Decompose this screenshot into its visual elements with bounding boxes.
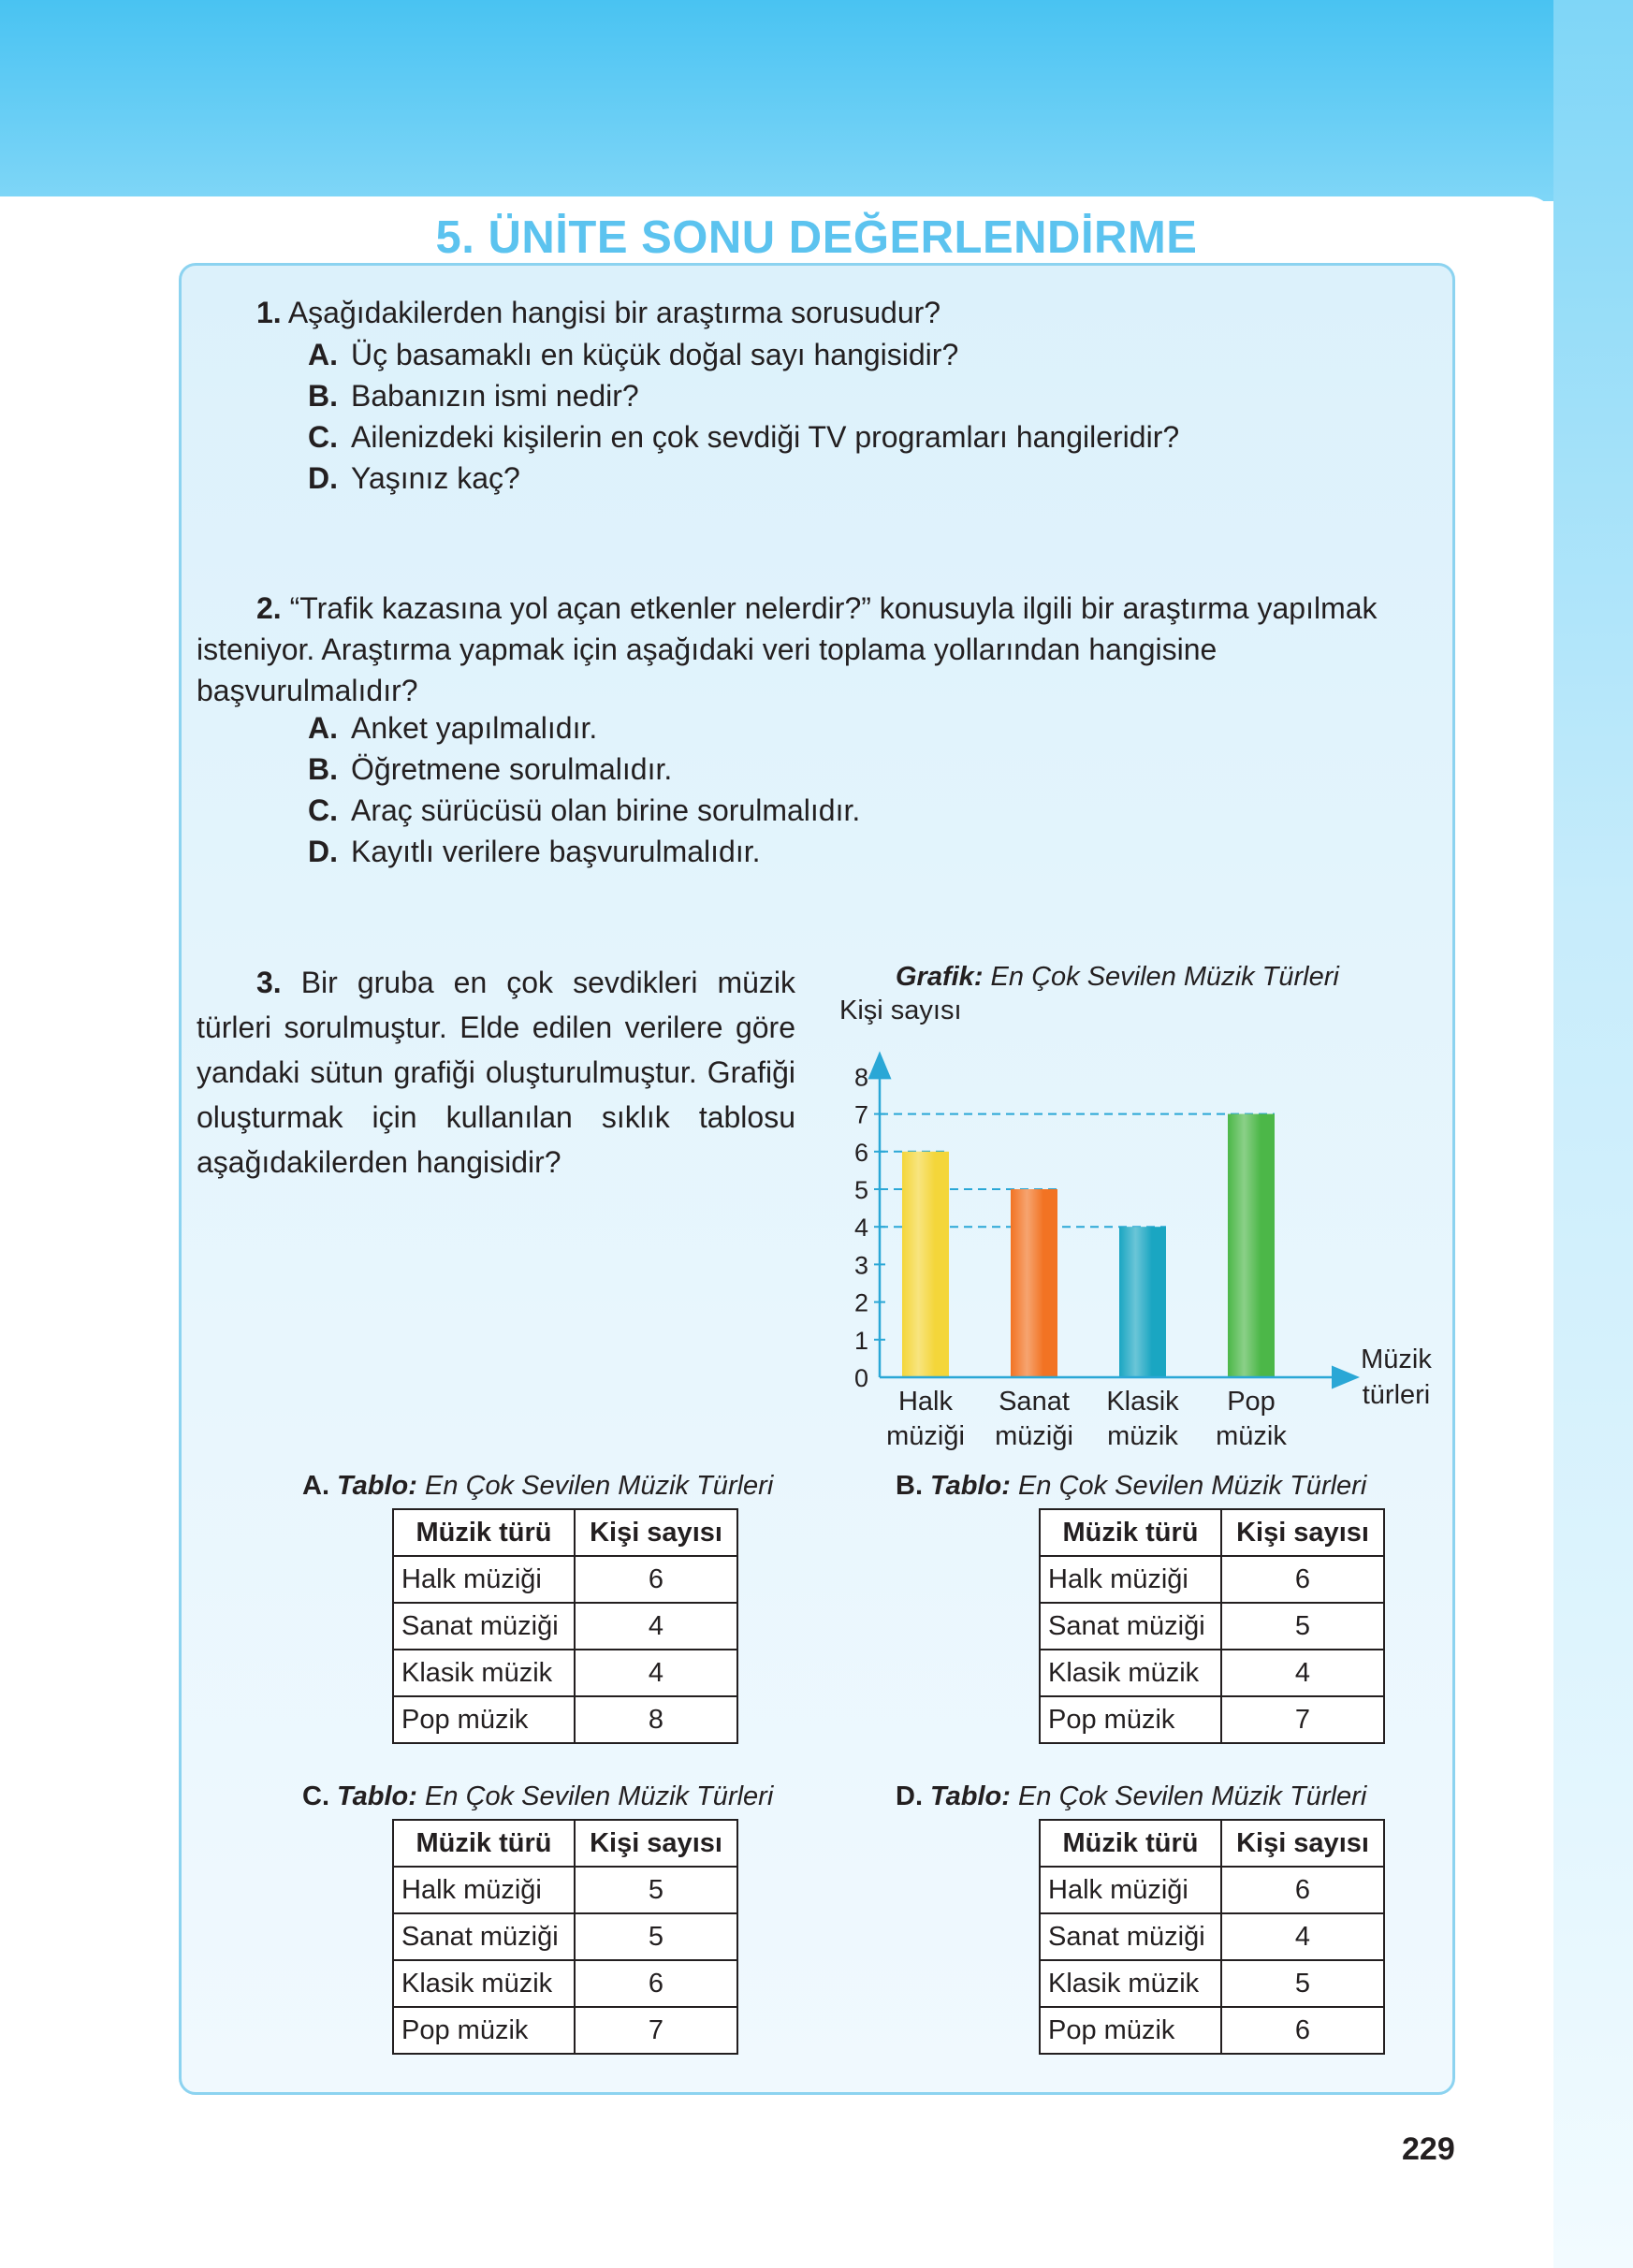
y-tick-label: 7 — [853, 1100, 868, 1129]
table-header: Müzik türü — [1040, 1509, 1221, 1556]
question-2-text: “Trafik kazasına yol açan etkenler nelerdir?” konusuyla ilgili bir araştırma yapılmak isteniyor. Araştırma yapmak için aşağıdaki veri toplama yollarından hangisine başvurulmalıdır? — [197, 591, 1378, 707]
question-3-text: Bir gruba en çok sevdikleri müzik türleri sorulmuştur. Elde edilen verilere göre yandaki sütun grafiği oluşturulmuştur. Grafiği oluşturmak için kullanılan sıklık tablosu aşağıdakilerden hangisidir? — [197, 966, 796, 1179]
y-tick-label: 4 — [853, 1214, 868, 1243]
x-axis-title: Müzik — [1361, 1345, 1432, 1374]
bar-chart — [814, 992, 1451, 1460]
right-color-band — [1553, 0, 1633, 2268]
question-2-option-a[interactable]: A. Anket yapılmalıdır. — [308, 711, 598, 745]
question-2 — [197, 588, 1437, 711]
page-number: 229 — [1402, 2131, 1455, 2167]
x-axis-title: türleri — [1362, 1380, 1431, 1410]
option-b-table[interactable] — [1039, 1508, 1385, 1744]
option-c-table[interactable] — [392, 1819, 738, 2055]
question-2-option-b[interactable]: B. Öğretmene sorulmalıdır. — [308, 752, 673, 786]
x-tick-label: müziği — [886, 1421, 965, 1451]
y-tick-label: 5 — [853, 1176, 868, 1204]
option-a-table[interactable] — [392, 1508, 738, 1744]
table-row: Klasik müzik 4 — [1040, 1650, 1384, 1696]
table-a-caption: A. Tablo: En Çok Sevilen Müzik Türleri — [302, 1471, 774, 1501]
x-tick-label: Halk — [897, 1387, 954, 1417]
bar-highlight — [1119, 1227, 1166, 1377]
question-3-number: 3. — [256, 966, 282, 999]
table-row: Halk müziği 5 — [393, 1867, 737, 1913]
table-header: Kişi sayısı — [1221, 1509, 1384, 1556]
chart-caption-title: En Çok Sevilen Müzik Türleri — [990, 962, 1339, 992]
table-header: Kişi sayısı — [1221, 1820, 1384, 1867]
table-row: Sanat müziği 5 — [393, 1913, 737, 1960]
question-1-option-c[interactable]: C. Ailenizdeki kişilerin en çok sevdiği TV programları hangileridir? — [308, 420, 1180, 454]
x-tick-label: Pop — [1227, 1387, 1276, 1417]
table-row: Halk müziği 6 — [1040, 1556, 1384, 1603]
table-row: Sanat müziği 5 — [1040, 1603, 1384, 1650]
question-2-option-d[interactable]: D. Kayıtlı verilere başvurulmalıdır. — [308, 835, 761, 868]
table-row: Halk müziği 6 — [1040, 1867, 1384, 1913]
table-row: Pop müzik 7 — [393, 2007, 737, 2054]
x-tick-label: müziği — [995, 1421, 1073, 1451]
question-2-option-c[interactable]: C. Araç sürücüsü olan birine sorulmalıdır. — [308, 793, 861, 827]
bar-highlight — [1011, 1189, 1057, 1377]
x-tick-label: Klasik — [1106, 1387, 1179, 1417]
table-header: Müzik türü — [393, 1509, 575, 1556]
table-c-caption: C. Tablo: En Çok Sevilen Müzik Türleri — [302, 1781, 774, 1811]
chart-caption — [896, 962, 1339, 993]
table-row: Klasik müzik 4 — [393, 1650, 737, 1696]
question-1-number: 1. — [256, 296, 282, 329]
top-color-band — [0, 0, 1633, 201]
table-row: Klasik müzik 6 — [393, 1960, 737, 2007]
question-2-number: 2. — [256, 591, 282, 625]
y-tick-label: 2 — [853, 1288, 868, 1317]
y-tick-label: 3 — [853, 1251, 868, 1280]
table-row: Pop müzik 8 — [393, 1696, 737, 1743]
bar-highlight — [1228, 1114, 1275, 1377]
question-1-option-b[interactable]: B. Babanızın ismi nedir? — [308, 379, 639, 413]
table-row: Sanat müziği 4 — [393, 1603, 737, 1650]
x-tick-label: Sanat — [999, 1387, 1070, 1417]
y-tick-label: 1 — [853, 1326, 868, 1355]
table-row: Pop müzik 7 — [1040, 1696, 1384, 1743]
x-tick-label: müzik — [1216, 1421, 1287, 1451]
chart-caption-label: Grafik: — [896, 962, 984, 992]
table-b-caption: B. Tablo: En Çok Sevilen Müzik Türleri — [896, 1471, 1367, 1501]
table-row: Halk müziği 6 — [393, 1556, 737, 1603]
question-1-option-d[interactable]: D. Yaşınız kaç? — [308, 461, 520, 495]
y-tick-label: 8 — [853, 1063, 868, 1092]
table-row: Pop müzik 6 — [1040, 2007, 1384, 2054]
x-tick-label: müzik — [1107, 1421, 1178, 1451]
table-header: Müzik türü — [393, 1820, 575, 1867]
bar-highlight — [902, 1152, 949, 1377]
table-d-caption: D. Tablo: En Çok Sevilen Müzik Türleri — [896, 1781, 1367, 1811]
table-header: Müzik türü — [1040, 1820, 1221, 1867]
option-d-table[interactable] — [1039, 1819, 1385, 2055]
table-row: Sanat müziği 4 — [1040, 1913, 1384, 1960]
table-header: Kişi sayısı — [575, 1820, 737, 1867]
page-title: 5. ÜNİTE SONU DEĞERLENDİRME — [435, 212, 1198, 263]
table-header: Kişi sayısı — [575, 1509, 737, 1556]
y-tick-label: 6 — [853, 1138, 868, 1167]
table-row: Klasik müzik 5 — [1040, 1960, 1384, 2007]
question-1 — [256, 292, 940, 333]
question-3 — [197, 960, 795, 1185]
question-1-option-a[interactable]: A. Üç basamaklı en küçük doğal sayı hangisidir? — [308, 338, 959, 371]
y-axis-title: Kişi sayısı — [839, 996, 962, 1025]
y-tick-label: 0 — [853, 1364, 868, 1392]
question-1-text: Aşağıdakilerden hangisi bir araştırma sorusudur? — [287, 296, 941, 329]
